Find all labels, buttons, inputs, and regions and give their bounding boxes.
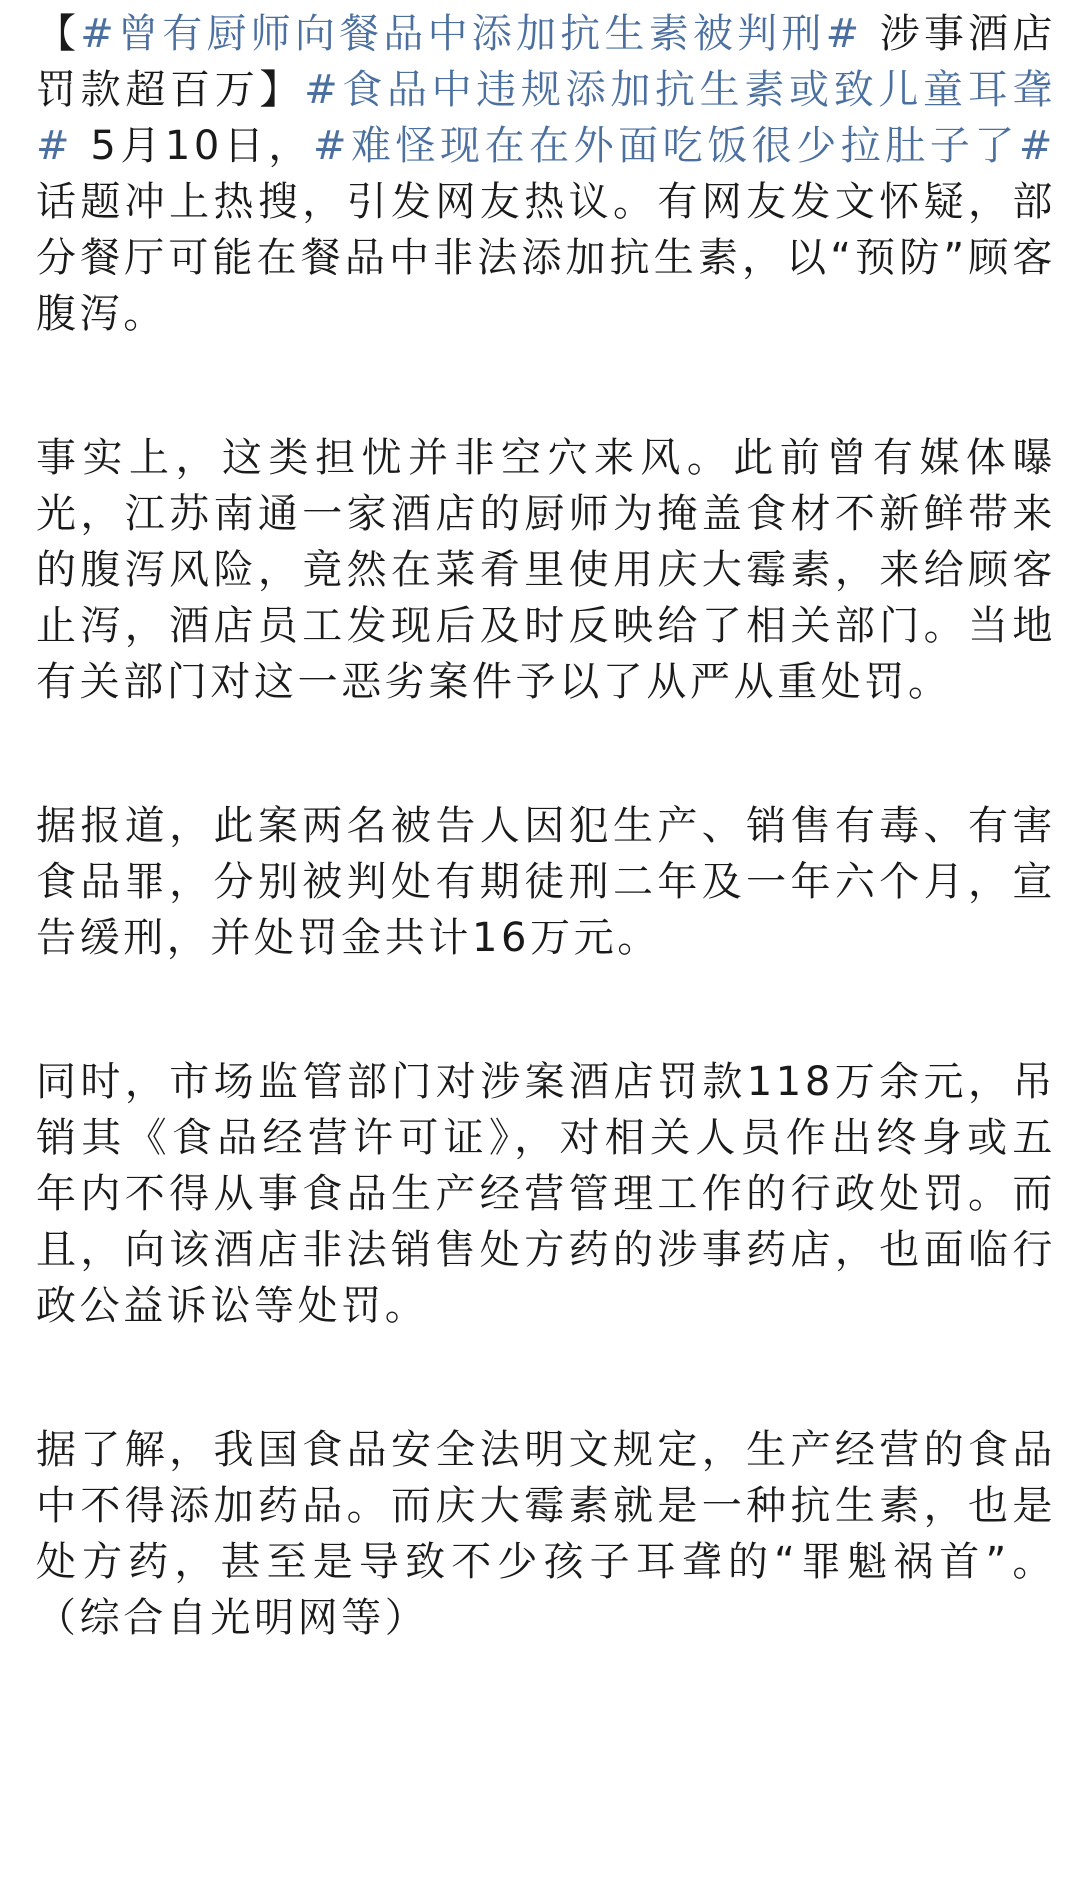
paragraph-penalty: 同时，市场监管部门对涉案酒店罚款118万余元，吊销其《食品经营许可证》，对相关人员作出终身或五年内不得从事食品生产经营管理工作的行政处罚。而且，向该酒店非法销售处方药的涉事药店，也面临行政公益诉讼等处罚。	[36, 1059, 1056, 1329]
topic-link-diarrhea[interactable]: #难怪现在在外面吃饭很少拉肚子了#	[312, 123, 1057, 169]
topic-link-chef-antibiotics[interactable]: #曾有厨师向餐品中添加抗生素被判刑#	[80, 11, 863, 57]
paragraph-intro	[36, 6, 1056, 342]
headline-text: 涉事酒店罚款超百万	[36, 11, 1056, 113]
date-text: 5月10日，	[73, 123, 313, 169]
article-body	[36, 6, 1056, 1646]
topic-link-child-deafness[interactable]: #食品中违规添加抗生素或致儿童耳聋#	[36, 67, 1057, 169]
bracket-close: 】	[259, 67, 305, 113]
bracket-open: 【	[36, 11, 81, 57]
paragraph-law: 据了解，我国食品安全法明文规定，生产经营的食品中不得添加药品。而庆大霉素就是一种抗生素，也是处方药，甚至是导致不少孩子耳聋的“罪魁祸首”。（综合自光明网等）	[36, 1427, 1056, 1641]
paragraph-fact: 事实上，这类担忧并非空穴来风。此前曾有媒体曝光，江苏南通一家酒店的厨师为掩盖食材不新鲜带来的腹泻风险，竟然在菜肴里使用庆大霉素，来给顾客止泻，酒店员工发现后及时反映给了相关部门。当地有关部门对这一恶劣案件予以了从严从重处罚。	[36, 435, 1056, 705]
intro-text: 话题冲上热搜，引发网友热议。有网友发文怀疑，部分餐厅可能在餐品中非法添加抗生素，以“预防”顾客腹泻。	[36, 179, 1056, 337]
paragraph-report: 据报道，此案两名被告人因犯生产、销售有毒、有害食品罪，分别被判处有期徒刑二年及一年六个月，宣告缓刑，并处罚金共计16万元。	[36, 803, 1056, 961]
